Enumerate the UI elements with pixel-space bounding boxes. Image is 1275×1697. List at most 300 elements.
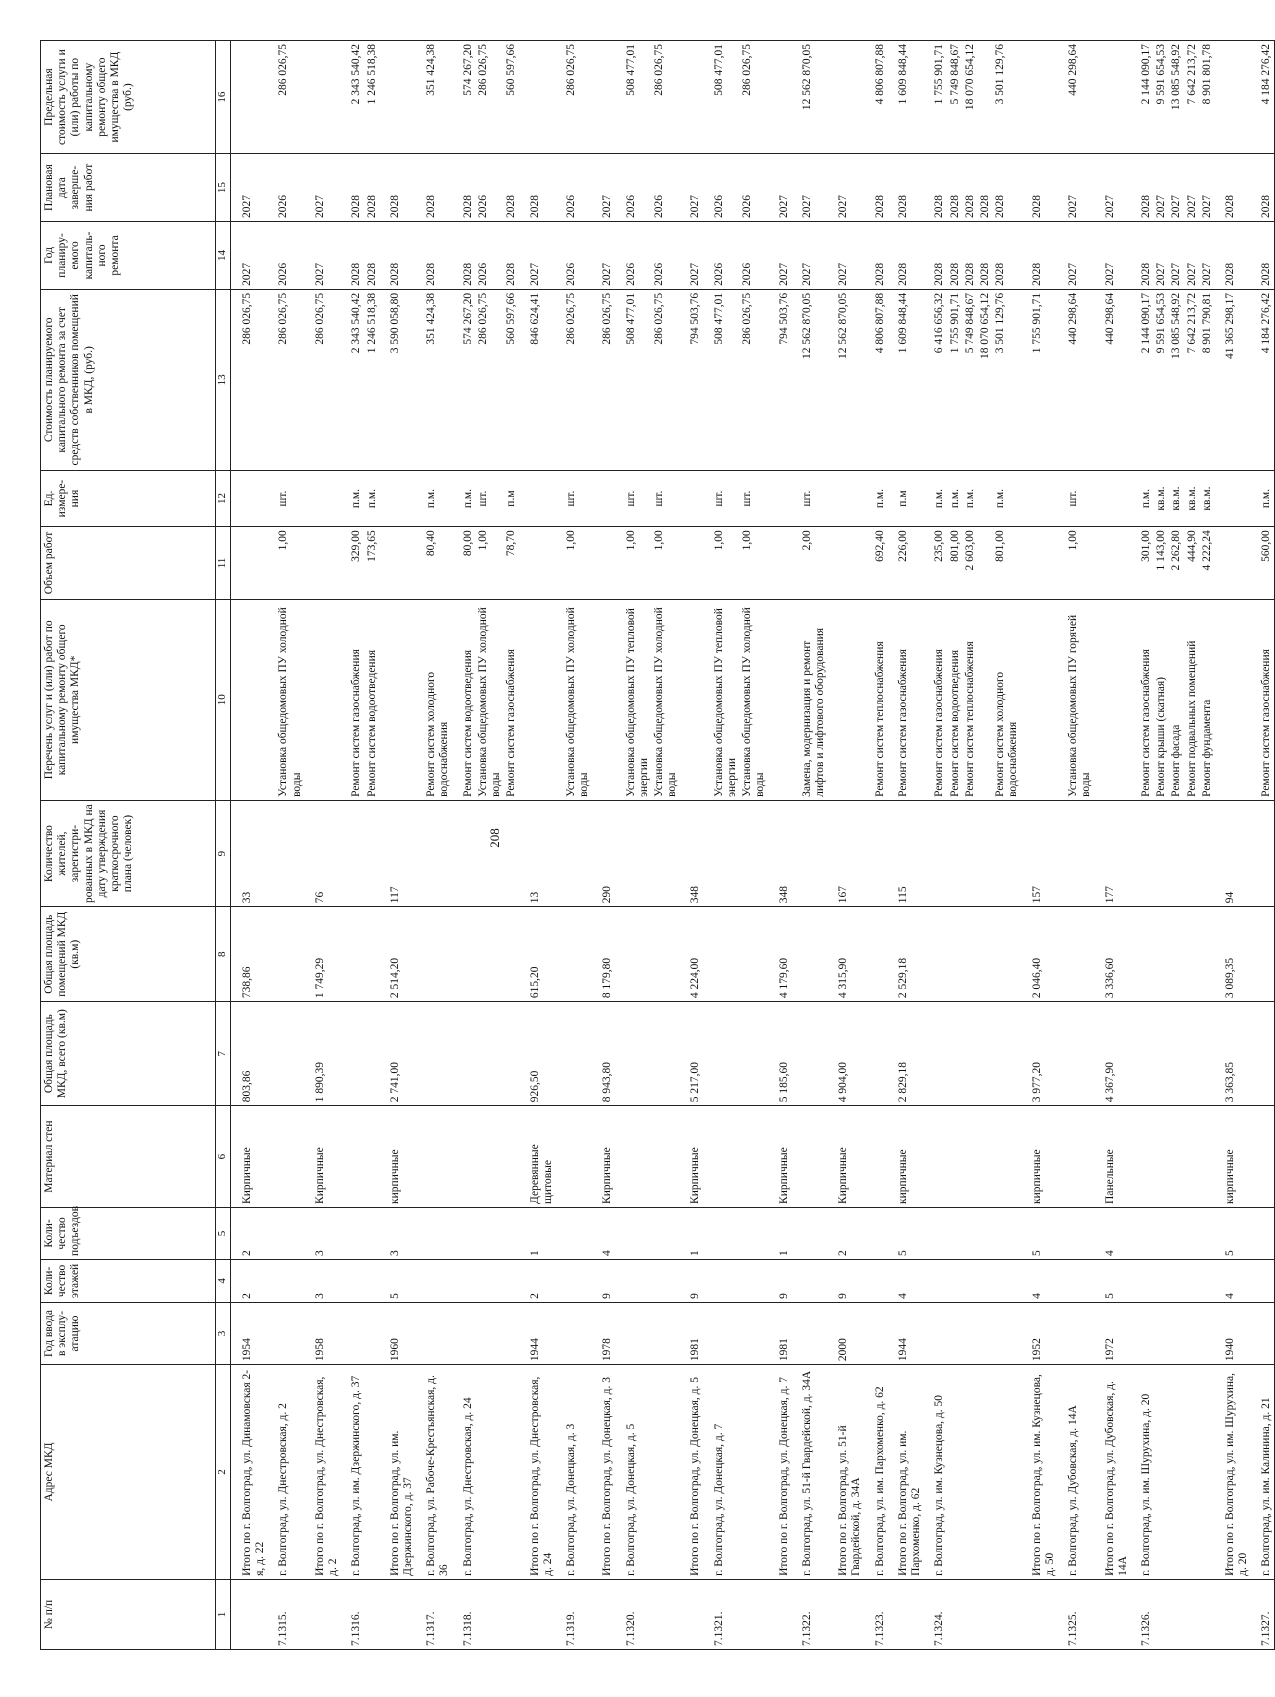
- cell-col-11: 80,40: [415, 527, 451, 599]
- cell-col-12: [827, 470, 863, 527]
- cell-col-15: 2028: [364, 154, 379, 222]
- cell-col-4: [340, 1259, 363, 1302]
- cell-col-8: [1130, 907, 1153, 1002]
- cell-col-11: 173,65: [364, 527, 379, 599]
- cell-col-9: [1184, 800, 1199, 906]
- cell-col-5: [1168, 1207, 1183, 1259]
- cell-col-12: п.м.: [923, 470, 946, 527]
- cell-col-15: 2028: [1021, 154, 1057, 222]
- cell-col-15: 2028: [992, 154, 1020, 222]
- cell-col-9: [923, 800, 946, 906]
- cell-col-6: [992, 1106, 1020, 1208]
- cell-col-2: [651, 1365, 679, 1580]
- column-number: 12: [216, 470, 231, 527]
- cell-col-13: 440 298,64: [1057, 289, 1093, 470]
- cell-col-1: 7.1325.: [1057, 1579, 1093, 1649]
- column-number: 13: [216, 289, 231, 470]
- cell-col-7: [555, 1002, 591, 1106]
- cell-col-3: [340, 1302, 363, 1364]
- table-row: [992, 41, 1020, 1650]
- cell-col-4: [864, 1259, 887, 1302]
- cell-col-7: [864, 1002, 887, 1106]
- cell-col-10: [768, 599, 791, 800]
- cell-col-2: г. Волгоград, ул. Донецкая, д. 3: [555, 1365, 591, 1580]
- cell-col-10: [1094, 599, 1130, 800]
- cell-col-13: 3 501 129,76: [992, 289, 1020, 470]
- column-number: 3: [216, 1302, 231, 1364]
- cell-col-1: [364, 1579, 379, 1649]
- cell-col-9: [992, 800, 1020, 906]
- cell-col-15: 2028: [962, 154, 977, 222]
- cell-col-3: [962, 1302, 977, 1364]
- cell-col-1: 7.1324.: [923, 1579, 946, 1649]
- cell-col-16: 9 591 654,53: [1153, 41, 1168, 154]
- cell-col-1: [977, 1579, 992, 1649]
- cell-col-16: 508 477,01: [703, 41, 739, 154]
- cell-col-16: 574 267,20: [452, 41, 475, 154]
- cell-col-4: [703, 1259, 739, 1302]
- cell-col-15: 2028: [887, 154, 923, 222]
- cell-col-5: [1184, 1207, 1199, 1259]
- cell-col-14: 2026: [651, 222, 679, 290]
- cell-col-7: 4 904,00: [827, 1002, 863, 1106]
- cell-col-2: г. Волгоград, ул. им. Пархоменко, д. 62: [864, 1365, 887, 1580]
- cell-col-6: кирпичные: [887, 1106, 923, 1208]
- cell-col-14: 2027: [1153, 222, 1168, 290]
- cell-col-11: 1 143,00: [1153, 527, 1168, 599]
- cell-col-1: [679, 1579, 702, 1649]
- capital-repair-table: [40, 40, 1275, 1650]
- cell-col-11: 2 603,00: [962, 527, 977, 599]
- cell-col-8: [1184, 907, 1199, 1002]
- cell-col-16: [379, 41, 415, 154]
- cell-col-12: шт.: [555, 470, 591, 527]
- cell-col-16: 351 424,38: [415, 41, 451, 154]
- cell-col-12: шт.: [475, 470, 503, 527]
- cell-col-12: [591, 470, 614, 527]
- cell-col-7: 5 185,60: [768, 1002, 791, 1106]
- cell-col-8: [1057, 907, 1093, 1002]
- cell-col-3: [1199, 1302, 1214, 1364]
- cell-col-6: Кирпичные: [591, 1106, 614, 1208]
- cell-col-9: [1057, 800, 1093, 906]
- cell-col-1: [475, 1579, 503, 1649]
- cell-col-15: 2028: [1214, 154, 1250, 222]
- cell-col-15: 2028: [503, 154, 518, 222]
- cell-col-12: п.м.: [947, 470, 962, 527]
- cell-col-6: кирпичные: [1214, 1106, 1250, 1208]
- cell-col-6: [1199, 1106, 1214, 1208]
- cell-col-3: [1168, 1302, 1183, 1364]
- cell-col-12: [304, 470, 340, 527]
- cell-col-13: 13 085 548,92: [1168, 289, 1183, 470]
- cell-col-15: 2026: [703, 154, 739, 222]
- cell-col-4: [1199, 1259, 1214, 1302]
- cell-col-5: 5: [887, 1207, 923, 1259]
- cell-col-13: 286 026,75: [739, 289, 767, 470]
- cell-col-16: 1 755 901,71: [923, 41, 946, 154]
- cell-col-5: [1153, 1207, 1168, 1259]
- table-row: [962, 41, 977, 1650]
- cell-col-5: [1250, 1207, 1274, 1259]
- table-row: [977, 41, 992, 1650]
- cell-col-5: 5: [1214, 1207, 1250, 1259]
- cell-col-5: 4: [591, 1207, 614, 1259]
- cell-col-10: Ремонт систем газоснабжения: [923, 599, 946, 800]
- cell-col-2: [475, 1365, 503, 1580]
- cell-col-9: 167: [827, 800, 863, 906]
- cell-col-15: 2027: [1184, 154, 1199, 222]
- cell-col-12: шт.: [615, 470, 651, 527]
- cell-col-16: 18 070 654,12: [962, 41, 977, 154]
- cell-col-11: 78,70: [503, 527, 518, 599]
- cell-col-13: 286 026,75: [651, 289, 679, 470]
- cell-col-11: 80,00: [452, 527, 475, 599]
- cell-col-14: 2028: [1250, 222, 1274, 290]
- cell-col-14: 2026: [703, 222, 739, 290]
- cell-col-2: г. Волгоград, ул. им. Шурухина, д. 20: [1130, 1365, 1153, 1580]
- cell-col-6: [923, 1106, 946, 1208]
- page-number: 208: [487, 828, 502, 848]
- cell-col-14: 2026: [267, 222, 303, 290]
- cell-col-2: [364, 1365, 379, 1580]
- cell-col-2: г. Волгоград, ул. Донецкая, д. 7: [703, 1365, 739, 1580]
- cell-col-1: [947, 1579, 962, 1649]
- cell-col-6: Кирпичные: [679, 1106, 702, 1208]
- table-row: [923, 41, 946, 1650]
- cell-col-5: 2: [231, 1207, 268, 1259]
- cell-col-15: 2027: [1057, 154, 1093, 222]
- cell-col-2: [977, 1365, 992, 1580]
- cell-col-8: [992, 907, 1020, 1002]
- cell-col-7: [651, 1002, 679, 1106]
- cell-col-16: 286 026,75: [475, 41, 503, 154]
- column-header: Ед. измере- ния: [41, 470, 216, 527]
- cell-col-14: 2028: [962, 222, 977, 290]
- cell-col-13: 286 026,75: [591, 289, 614, 470]
- cell-col-9: [651, 800, 679, 906]
- cell-col-14: 2028: [977, 222, 992, 290]
- cell-col-3: [791, 1302, 827, 1364]
- cell-col-1: 7.1321.: [703, 1579, 739, 1649]
- cell-col-5: [923, 1207, 946, 1259]
- cell-col-7: [475, 1002, 503, 1106]
- cell-col-13: 3 590 058,80: [379, 289, 415, 470]
- cell-col-13: 5 749 848,67: [962, 289, 977, 470]
- cell-col-16: [231, 41, 268, 154]
- cell-col-13: 794 503,76: [768, 289, 791, 470]
- cell-col-16: 440 298,64: [1057, 41, 1093, 154]
- table-row: [555, 41, 591, 1650]
- cell-col-3: 1954: [231, 1302, 268, 1364]
- cell-col-12: кв.м.: [1184, 470, 1199, 527]
- cell-col-6: [452, 1106, 475, 1208]
- cell-col-10: [827, 599, 863, 800]
- cell-col-12: п.м.: [452, 470, 475, 527]
- cell-col-7: [1250, 1002, 1274, 1106]
- cell-col-7: 2 741,00: [379, 1002, 415, 1106]
- cell-col-8: [864, 907, 887, 1002]
- column-header: № п/п: [41, 1579, 216, 1649]
- cell-col-6: [1153, 1106, 1168, 1208]
- cell-col-15: 2027: [1094, 154, 1130, 222]
- cell-col-10: Ремонт систем газоснабжения: [887, 599, 923, 800]
- cell-col-1: [304, 1579, 340, 1649]
- cell-col-15: 2028: [340, 154, 363, 222]
- cell-col-10: Ремонт систем водоотведения: [452, 599, 475, 800]
- cell-col-2: Итого по г. Волгоград, ул. Динамовская 2-я, д. 22: [231, 1365, 268, 1580]
- cell-col-14: 2028: [1021, 222, 1057, 290]
- cell-col-11: 1,00: [475, 527, 503, 599]
- cell-col-7: [1199, 1002, 1214, 1106]
- cell-col-12: [379, 470, 415, 527]
- cell-col-4: [267, 1259, 303, 1302]
- cell-col-15: 2028: [415, 154, 451, 222]
- cell-col-15: 2028: [519, 154, 555, 222]
- table-row: [1094, 41, 1130, 1650]
- cell-col-14: 2028: [503, 222, 518, 290]
- cell-col-6: [267, 1106, 303, 1208]
- cell-col-8: [1168, 907, 1183, 1002]
- cell-col-12: шт.: [651, 470, 679, 527]
- table-row: [1199, 41, 1214, 1650]
- cell-col-1: [651, 1579, 679, 1649]
- cell-col-7: 8 943,80: [591, 1002, 614, 1106]
- cell-col-9: [791, 800, 827, 906]
- cell-col-12: п.м.: [992, 470, 1020, 527]
- cell-col-16: 1 609 848,44: [887, 41, 923, 154]
- cell-col-9: 115: [887, 800, 923, 906]
- column-header: Предельная стоимость услуги и (или) работы по капитальному ремонту общего имущества в МКД (руб.): [41, 41, 216, 154]
- cell-col-2: Итого по г. Волгоград, ул. Днестровская, д. 2: [304, 1365, 340, 1580]
- cell-col-8: 1 749,29: [304, 907, 340, 1002]
- cell-col-8: [1250, 907, 1274, 1002]
- table-row: [475, 41, 503, 1650]
- cell-col-16: 4 806 807,88: [864, 41, 887, 154]
- cell-col-3: 1960: [379, 1302, 415, 1364]
- cell-col-8: [415, 907, 451, 1002]
- cell-col-9: [1199, 800, 1214, 906]
- cell-col-15: 2028: [923, 154, 946, 222]
- cell-col-10: Ремонт систем холодного водоснабжения: [992, 599, 1020, 800]
- cell-col-5: [1130, 1207, 1153, 1259]
- cell-col-7: [962, 1002, 977, 1106]
- cell-col-15: 2027: [231, 154, 268, 222]
- cell-col-7: [267, 1002, 303, 1106]
- cell-col-13: 286 026,75: [555, 289, 591, 470]
- cell-col-3: 1978: [591, 1302, 614, 1364]
- cell-col-13: 286 026,75: [304, 289, 340, 470]
- cell-col-6: Деревянные щитовые: [519, 1106, 555, 1208]
- cell-col-15: 2028: [864, 154, 887, 222]
- column-number-row: [216, 41, 231, 1650]
- cell-col-4: 3: [304, 1259, 340, 1302]
- cell-col-7: 4 367,90: [1094, 1002, 1130, 1106]
- cell-col-10: Ремонт систем газоснабжения: [503, 599, 518, 800]
- table-row: [1184, 41, 1199, 1650]
- cell-col-3: [651, 1302, 679, 1364]
- cell-col-15: 2028: [1250, 154, 1274, 222]
- cell-col-11: 1,00: [739, 527, 767, 599]
- column-header: Стоимость планируемого капитального ремонта за счет средств собственников помещений в МКД, (руб.): [41, 289, 216, 470]
- cell-col-10: Ремонт систем теплоснабжения: [864, 599, 887, 800]
- cell-col-8: 3 336,60: [1094, 907, 1130, 1002]
- cell-col-12: п.м.: [340, 470, 363, 527]
- cell-col-13: 6 416 656,32: [923, 289, 946, 470]
- cell-col-9: 157: [1021, 800, 1057, 906]
- cell-col-1: [379, 1579, 415, 1649]
- cell-col-2: [1153, 1365, 1168, 1580]
- cell-col-4: [1250, 1259, 1274, 1302]
- cell-col-14: 2028: [340, 222, 363, 290]
- cell-col-3: [739, 1302, 767, 1364]
- cell-col-11: 801,00: [947, 527, 962, 599]
- table-row: [864, 41, 887, 1650]
- cell-col-14: 2027: [519, 222, 555, 290]
- cell-col-5: [340, 1207, 363, 1259]
- table-row: [887, 41, 923, 1650]
- cell-col-3: 1940: [1214, 1302, 1250, 1364]
- cell-col-4: [615, 1259, 651, 1302]
- cell-col-7: [791, 1002, 827, 1106]
- table-row: [1214, 41, 1250, 1650]
- cell-col-3: 1981: [679, 1302, 702, 1364]
- cell-col-8: [267, 907, 303, 1002]
- cell-col-5: [1057, 1207, 1093, 1259]
- cell-col-14: 2028: [923, 222, 946, 290]
- cell-col-6: [1168, 1106, 1183, 1208]
- cell-col-11: 2 262,80: [1168, 527, 1183, 599]
- cell-col-2: [739, 1365, 767, 1580]
- cell-col-13: 286 026,75: [231, 289, 268, 470]
- cell-col-4: [475, 1259, 503, 1302]
- cell-col-8: [615, 907, 651, 1002]
- cell-col-3: 1958: [304, 1302, 340, 1364]
- cell-col-2: [1184, 1365, 1199, 1580]
- cell-col-11: 692,40: [864, 527, 887, 599]
- cell-col-2: [1168, 1365, 1183, 1580]
- cell-col-15: 2026: [739, 154, 767, 222]
- cell-col-6: [739, 1106, 767, 1208]
- cell-col-5: [267, 1207, 303, 1259]
- cell-col-5: [992, 1207, 1020, 1259]
- cell-col-7: 803,86: [231, 1002, 268, 1106]
- column-number: 14: [216, 222, 231, 290]
- cell-col-4: [1130, 1259, 1153, 1302]
- cell-col-9: [1130, 800, 1153, 906]
- column-number: 2: [216, 1365, 231, 1580]
- cell-col-14: 2027: [231, 222, 268, 290]
- cell-col-12: [768, 470, 791, 527]
- cell-col-11: [304, 527, 340, 599]
- cell-col-5: [962, 1207, 977, 1259]
- column-number: 5: [216, 1207, 231, 1259]
- cell-col-4: 9: [827, 1259, 863, 1302]
- cell-col-8: 8 179,80: [591, 907, 614, 1002]
- cell-col-10: Ремонт систем газоснабжения: [340, 599, 363, 800]
- cell-col-6: [340, 1106, 363, 1208]
- cell-col-10: [1021, 599, 1057, 800]
- cell-col-4: [555, 1259, 591, 1302]
- cell-col-6: [977, 1106, 992, 1208]
- cell-col-11: [1094, 527, 1130, 599]
- cell-col-8: [452, 907, 475, 1002]
- cell-col-13: 1 755 901,71: [947, 289, 962, 470]
- column-number: 10: [216, 599, 231, 800]
- cell-col-9: [340, 800, 363, 906]
- cell-col-1: 7.1327.: [1250, 1579, 1274, 1649]
- cell-col-6: Кирпичные: [827, 1106, 863, 1208]
- cell-col-2: Итого по г. Волгоград, ул. им. Шурухина, д. 20: [1214, 1365, 1250, 1580]
- cell-col-7: 1 890,39: [304, 1002, 340, 1106]
- cell-col-2: [1199, 1365, 1214, 1580]
- cell-col-7: [415, 1002, 451, 1106]
- cell-col-4: 4: [1021, 1259, 1057, 1302]
- cell-col-4: [1184, 1259, 1199, 1302]
- cell-col-10: [1214, 599, 1250, 800]
- cell-col-8: [791, 907, 827, 1002]
- header-row: [41, 41, 216, 1650]
- cell-col-5: [615, 1207, 651, 1259]
- cell-col-10: Ремонт крыши (скатная): [1153, 599, 1168, 800]
- cell-col-1: [1199, 1579, 1214, 1649]
- cell-col-15: 2027: [827, 154, 863, 222]
- column-number: 6: [216, 1106, 231, 1208]
- cell-col-1: [1153, 1579, 1168, 1649]
- cell-col-9: 290: [591, 800, 614, 906]
- cell-col-9: 94: [1214, 800, 1250, 906]
- cell-col-6: [1130, 1106, 1153, 1208]
- cell-col-12: [977, 470, 992, 527]
- cell-col-9: 13: [519, 800, 555, 906]
- cell-col-3: [1130, 1302, 1153, 1364]
- cell-col-10: Ремонт систем водоотведения: [364, 599, 379, 800]
- cell-col-12: п.м.: [1250, 470, 1274, 527]
- cell-col-12: шт.: [791, 470, 827, 527]
- cell-col-13: 440 298,64: [1094, 289, 1130, 470]
- table-row: [267, 41, 303, 1650]
- cell-col-16: 8 901 801,78: [1199, 41, 1214, 154]
- cell-col-10: Установка общедомовых ПУ холодной воды: [475, 599, 503, 800]
- cell-col-1: 7.1319.: [555, 1579, 591, 1649]
- cell-col-14: 2027: [1057, 222, 1093, 290]
- cell-col-11: [379, 527, 415, 599]
- cell-col-2: [947, 1365, 962, 1580]
- cell-col-14: 2027: [1184, 222, 1199, 290]
- cell-col-1: [887, 1579, 923, 1649]
- cell-col-12: [1214, 470, 1250, 527]
- cell-col-5: 1: [768, 1207, 791, 1259]
- cell-col-2: Итого по г. Волгоград, ул. Донецкая, д. 7: [768, 1365, 791, 1580]
- cell-col-2: Итого по г. Волгоград, ул. Дубовская, д. 14А: [1094, 1365, 1130, 1580]
- cell-col-9: [1168, 800, 1183, 906]
- cell-col-11: 329,00: [340, 527, 363, 599]
- cell-col-12: [1021, 470, 1057, 527]
- cell-col-9: [947, 800, 962, 906]
- cell-col-13: 7 642 213,72: [1184, 289, 1199, 470]
- cell-col-13: 508 477,01: [703, 289, 739, 470]
- cell-col-5: 2: [827, 1207, 863, 1259]
- cell-col-4: 9: [591, 1259, 614, 1302]
- table-row: [791, 41, 827, 1650]
- cell-col-6: [615, 1106, 651, 1208]
- cell-col-7: 3 363,85: [1214, 1002, 1250, 1106]
- cell-col-14: 2028: [887, 222, 923, 290]
- cell-col-15: 2028: [977, 154, 992, 222]
- cell-col-16: 508 477,01: [615, 41, 651, 154]
- column-header: Общая площадь помещений МКД (кв.м): [41, 907, 216, 1002]
- cell-col-9: [962, 800, 977, 906]
